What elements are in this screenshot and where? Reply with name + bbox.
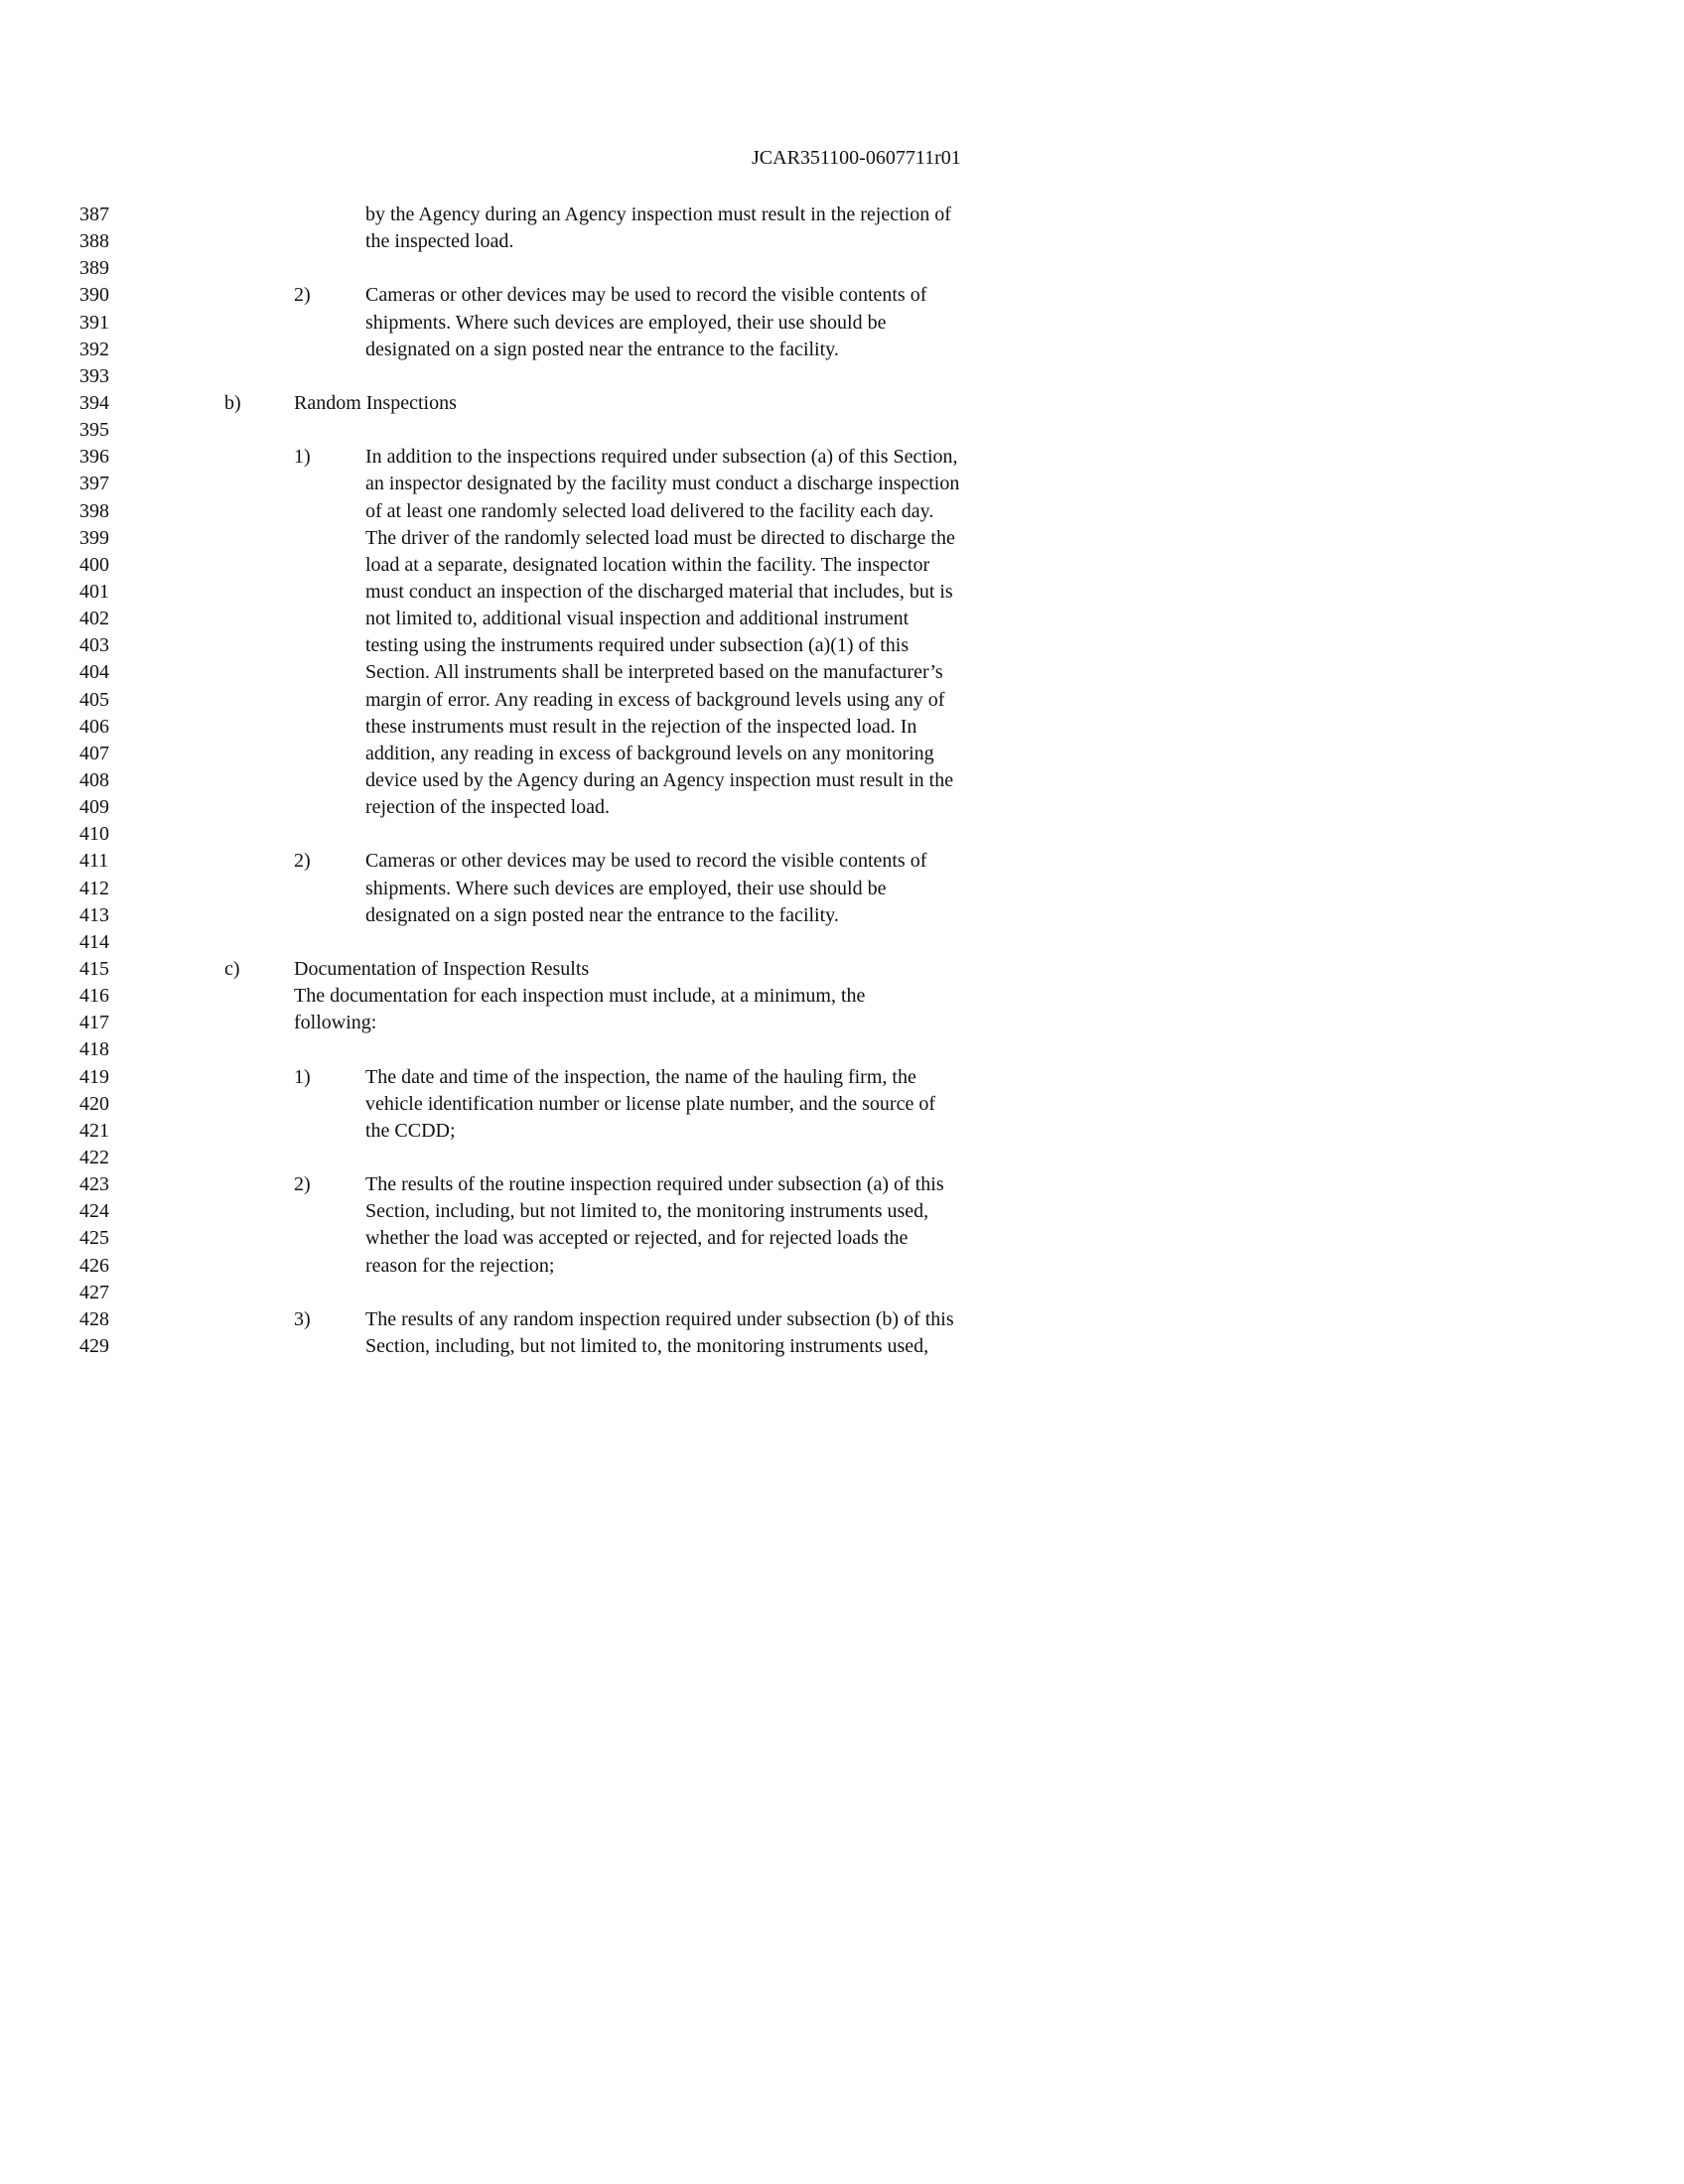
line-number: 413 [79,903,109,926]
line-number: 403 [79,634,109,657]
list-marker: 2) [294,850,311,873]
list-marker: 1) [294,446,311,469]
document-line [0,498,1217,525]
document-line [0,876,1217,902]
list-marker: 2) [294,284,311,307]
document-id-header: JCAR351100-0607711r01 [752,147,961,169]
line-number: 409 [79,796,109,819]
line-text: Section, including, but not limited to, the monitoring instruments used, [365,1334,929,1357]
document-line [0,471,1217,497]
line-text: shipments. Where such devices are employed, their use should be [365,311,887,334]
line-text: The results of any random inspection required under subsection (b) of this [365,1307,954,1330]
document-line [0,767,1217,794]
line-number: 391 [79,311,109,334]
list-marker: 3) [294,1307,311,1330]
line-text: The documentation for each inspection must include, at a minimum, the [294,985,866,1008]
line-text: The driver of the randomly selected load must be directed to discharge the [365,526,955,549]
document-line [0,821,1217,848]
document-line [0,337,1217,363]
document-line [0,606,1217,632]
document-line [0,579,1217,606]
line-text: addition, any reading in excess of background levels on any monitoring [365,742,934,764]
document-line [0,659,1217,686]
line-text: rejection of the inspected load. [365,796,611,819]
line-number: 400 [79,553,109,576]
line-number: 410 [79,823,109,846]
line-number: 394 [79,392,109,414]
document-line [0,202,1217,228]
line-text: following: [294,1012,377,1034]
line-text: by the Agency during an Agency inspection must result in the rejection of [365,204,951,225]
list-marker: b) [224,392,241,414]
document-line [0,794,1217,821]
document-line [0,310,1217,337]
line-text: these instruments must result in the rejection of the inspected load. In [365,715,917,738]
line-text: margin of error. Any reading in excess of background levels using any of [365,688,945,711]
document-line [0,1010,1217,1036]
line-number: 392 [79,338,109,360]
document-line [0,1064,1217,1091]
document-line [0,444,1217,471]
line-number: 393 [79,364,109,387]
line-number: 406 [79,715,109,738]
line-number: 416 [79,985,109,1008]
line-number: 426 [79,1254,109,1277]
line-number: 399 [79,526,109,549]
line-number: 395 [79,419,109,442]
line-number: 428 [79,1307,109,1330]
line-text: reason for the rejection; [365,1254,555,1277]
line-text: an inspector designated by the facility must conduct a discharge inspection [365,473,960,495]
line-text: must conduct an inspection of the discharged material that includes, but is [365,581,953,603]
line-text: of at least one randomly selected load delivered to the facility each day. [365,499,934,522]
line-number: 397 [79,473,109,495]
line-text: Section, including, but not limited to, the monitoring instruments used, [365,1200,929,1223]
line-text: whether the load was accepted or rejected, and for rejected loads the [365,1227,909,1250]
line-text: Cameras or other devices may be used to record the visible contents of [365,850,927,873]
line-number: 402 [79,608,109,630]
line-text: testing using the instruments required under subsection (a)(1) of this [365,634,910,657]
line-number: 414 [79,930,109,953]
line-number: 429 [79,1334,109,1357]
line-number: 398 [79,499,109,522]
line-number: 387 [79,204,109,225]
line-text: designated on a sign posted near the entrance to the facility. [365,903,839,926]
document-line [0,1280,1217,1306]
document-line [0,1171,1217,1198]
line-text: Section. All instruments shall be interpreted based on the manufacturer’s [365,661,943,684]
line-number: 404 [79,661,109,684]
document-line [0,983,1217,1010]
document-line [0,1145,1217,1171]
line-number: 396 [79,446,109,469]
line-text: the inspected load. [365,230,514,253]
line-text: The date and time of the inspection, the name of the hauling firm, the [365,1065,916,1088]
line-number: 422 [79,1146,109,1168]
document-line [0,390,1217,417]
document-line [0,1198,1217,1225]
line-number: 407 [79,742,109,764]
line-number: 389 [79,257,109,280]
document-line [0,929,1217,956]
line-number: 415 [79,957,109,980]
line-number: 420 [79,1092,109,1115]
line-text: In addition to the inspections required under subsection (a) of this Section, [365,446,958,469]
document-line [0,1333,1217,1360]
line-number: 418 [79,1038,109,1061]
line-text: The results of the routine inspection required under subsection (a) of this [365,1173,944,1195]
document-line [0,282,1217,309]
document-line [0,228,1217,255]
line-number: 411 [79,850,109,873]
line-number: 412 [79,877,109,899]
document-line [0,956,1217,983]
document-line [0,1091,1217,1118]
line-number: 401 [79,581,109,603]
line-number: 388 [79,230,109,253]
line-text: load at a separate, designated location within the facility. The inspector [365,553,930,576]
line-number: 425 [79,1227,109,1250]
line-text: Cameras or other devices may be used to record the visible contents of [365,284,927,307]
document-line [0,552,1217,579]
line-number: 421 [79,1119,109,1142]
document-line [0,255,1217,282]
list-marker: 2) [294,1173,311,1195]
line-text: vehicle identification number or license plate number, and the source of [365,1092,935,1115]
line-number: 423 [79,1173,109,1195]
line-number: 424 [79,1200,109,1223]
line-text: designated on a sign posted near the entrance to the facility. [365,338,839,360]
line-text: device used by the Agency during an Agency inspection must result in the [365,768,954,791]
line-number: 390 [79,284,109,307]
line-text: Random Inspections [294,392,457,414]
document-line [0,417,1217,444]
document-line [0,363,1217,390]
line-number: 427 [79,1281,109,1303]
document-line [0,848,1217,875]
line-number: 419 [79,1065,109,1088]
line-text: not limited to, additional visual inspection and additional instrument [365,608,910,630]
document-line [0,1036,1217,1063]
document-line [0,687,1217,714]
list-marker: c) [224,957,240,980]
line-number: 417 [79,1012,109,1034]
document-line [0,1118,1217,1145]
line-number: 408 [79,768,109,791]
document-line [0,1253,1217,1280]
document-line [0,1306,1217,1333]
line-text: the CCDD; [365,1119,456,1142]
line-number: 405 [79,688,109,711]
line-text: Documentation of Inspection Results [294,957,590,980]
document-line [0,714,1217,741]
document-line [0,902,1217,929]
document-line [0,1225,1217,1252]
list-marker: 1) [294,1065,311,1088]
document-line [0,525,1217,552]
document-line [0,741,1217,767]
document-line [0,632,1217,659]
line-text: shipments. Where such devices are employed, their use should be [365,877,887,899]
